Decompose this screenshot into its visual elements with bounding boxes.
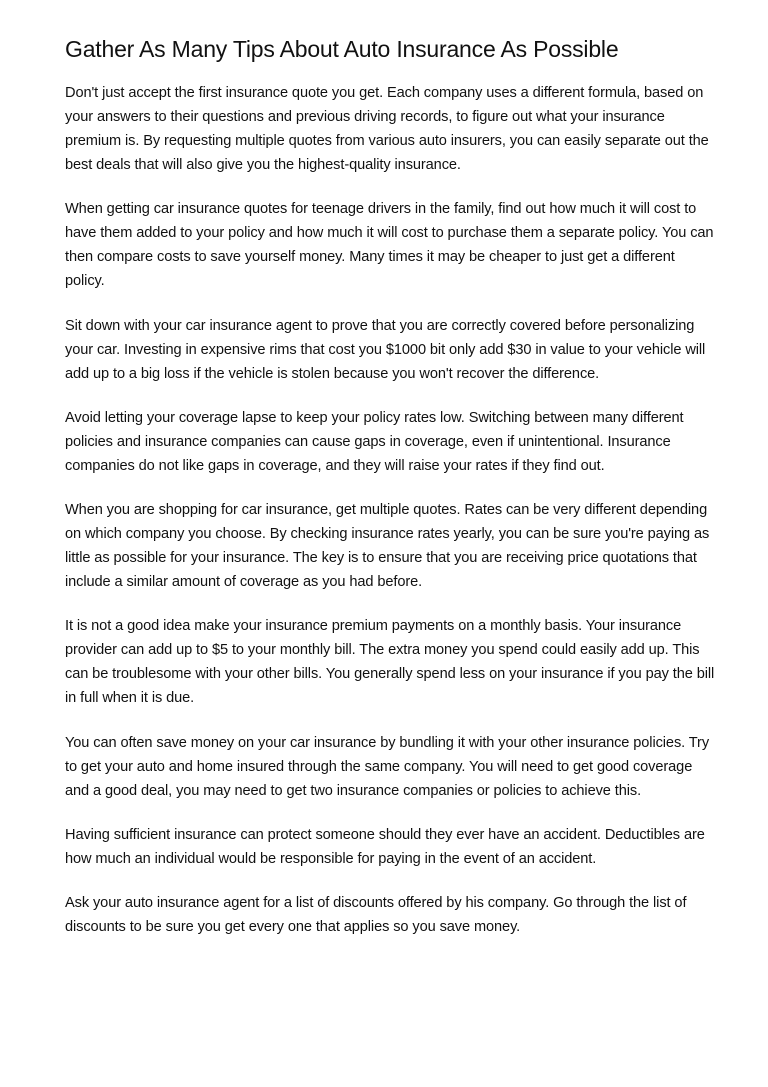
paragraph-8: Having sufficient insurance can protect someone should they ever have an accident. Deductibles are how much an individual would be responsible for paying in the event of an accident.	[65, 827, 705, 868]
paragraph-5: When you are shopping for car insurance, get multiple quotes. Rates can be very different depending on which company you choose. By checking insurance rates yearly, you can be sure you're paying as little as possible for your insurance. The key is to ensure that you are receiving price quotations that include a similar amount of coverage as you had before.	[65, 502, 710, 591]
paragraph-7: You can often save money on your car insurance by bundling it with your other insurance policies. Try to get your auto and home insured through the same company. You will need to get good coverage and a good deal, you may need to get two insurance companies or policies to achieve this.	[65, 734, 710, 799]
paragraph-1: Don't just accept the first insurance quote you get. Each company uses a different formula, based on your answers to their questions and previous driving records, to figure out what your insurance premium is. By requesting multiple quotes from various auto insurers, you can easily separate out the best deals that will also give you the highest-quality insurance.	[65, 85, 709, 173]
paragraph-3: Sit down with your car insurance agent to prove that you are correctly covered before personalizing your car. Investing in expensive rims that cost you $1000 bit only add $30 in value to your vehicle will add up to a big loss if the vehicle is stolen because you won't recover the difference.	[65, 317, 706, 382]
paragraph-2: When getting car insurance quotes for teenage drivers in the family, find out how much it will cost to have them added to your policy and how much it will cost to purchase them a separate policy. You can then compare costs to save yourself money. Many times it may be cheaper to just get a different policy.	[65, 201, 714, 290]
paragraph-9: Ask your auto insurance agent for a list of discounts offered by his company. Go through the list of discounts to be sure you get every one that applies so you save money.	[65, 895, 687, 936]
document-page	[65, 34, 715, 960]
document-title: Gather As Many Tips About Auto Insurance As Possible	[65, 36, 619, 62]
paragraph-4: Avoid letting your coverage lapse to keep your policy rates low. Switching between many different policies and insurance companies can cause gaps in coverage, even if unintentional. Insurance companies do not like gaps in coverage, and they will raise your rates if they find out.	[65, 409, 684, 474]
paragraph-6: It is not a good idea make your insurance premium payments on a monthly basis. Your insurance provider can add up to $5 to your monthly bill. The extra money you spend could easily add up. This can be troublesome with your other bills. You generally spend less on your insurance if you pay the bill in full when it is due.	[65, 618, 715, 707]
